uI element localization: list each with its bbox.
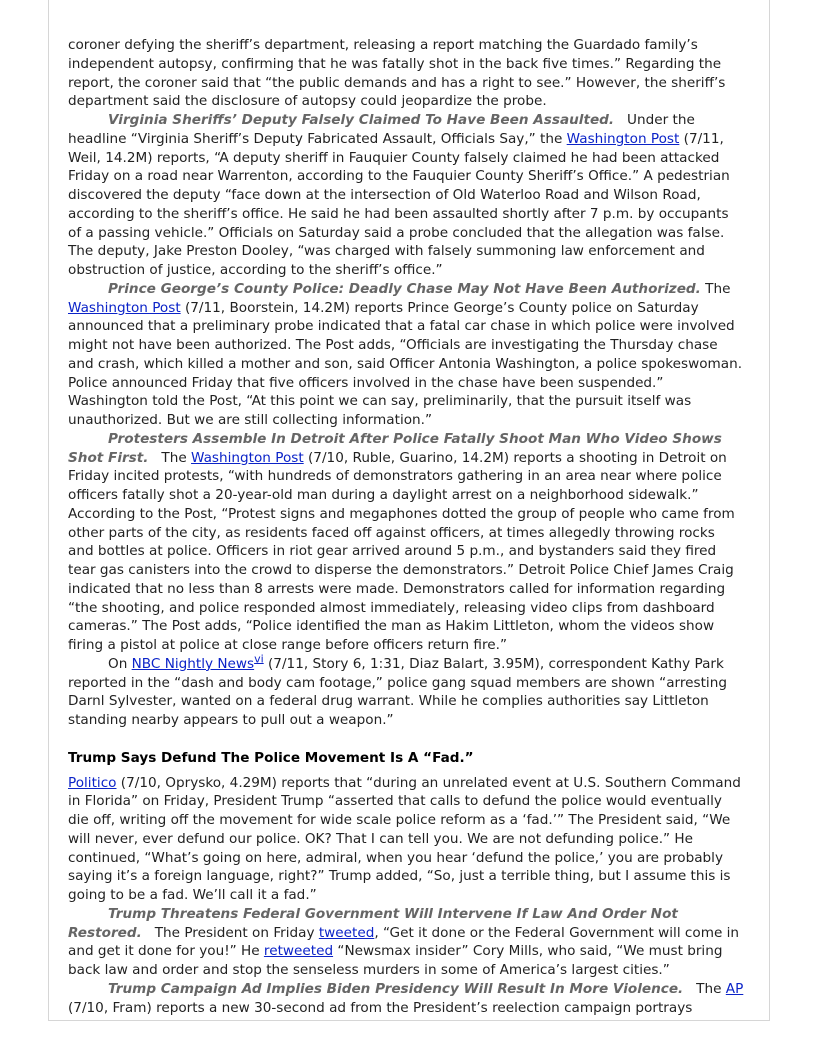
section-heading: Trump Says Defund The Police Movement Is A “Fad.” — [68, 749, 474, 766]
paragraph-text: (7/11, Boorstein, 14.2M) reports Prince George’s County police on Saturday announced that a preliminary probe indicated that a fatal car chase in which police were involved might not have been authorized. The Post adds, “Officials are investigating the Thursday chase and crash, which killed a mother and son, said Officer Antonia Washington, a police spokeswoman. Police announced Friday that five officers involved in the chase have been suspended.” Washington told the Post, “At this point we can say, preliminarily, that the pursuit itself was unauthorized. But we are still collecting information.” — [68, 299, 743, 428]
subhead: Virginia Sheriffs’ Deputy Falsely Claimed To Have Been Assaulted. — [108, 112, 615, 128]
paragraph-text: The — [148, 449, 192, 466]
politico-link[interactable]: Politico — [68, 774, 117, 791]
paragraph-virginia-deputy — [68, 111, 744, 280]
paragraph-text: (7/11, Story 6, 1:31, Diaz Balart, 3.95M), correspondent Kathy Park reported in the “dash and body cam footage,” police gang squad members are shown “arresting Darnl Sylvester, wanted on a federal drug warrant. While he complies authorities say Littleton standing nearby appears to pull out a weapon.” — [68, 655, 727, 728]
paragraph-text: The — [700, 280, 735, 297]
washington-post-link[interactable]: Washington Post — [566, 130, 680, 147]
subhead: Protesters Assemble In Detroit After Police Fatally Shoot Man Who Video Shows Shot First. — [68, 430, 722, 466]
paragraph-nbc-nightly — [68, 652, 744, 730]
subhead: Trump Threatens Federal Government Will Intervene If Law And Order Not Restored. — [68, 905, 678, 941]
paragraph-trump-threatens — [68, 905, 744, 980]
paragraph-guardado-autopsy — [68, 36, 744, 111]
endnote-link[interactable]: vi — [254, 652, 264, 666]
paragraph-text: Under the headline “Virginia Sheriff’s Deputy Fabricated Assault, Officials Say,” the — [68, 112, 700, 147]
paragraph-text: On — [108, 655, 132, 672]
washington-post-link[interactable]: Washington Post — [68, 299, 181, 316]
paragraph-text: “Newsmax insider” Cory Mills, who said, “We must bring back law and order and stop the senseless murders in some of America’s largest cities.” — [68, 943, 723, 978]
paragraph-campaign-ad — [68, 980, 744, 1018]
paragraph-prince-georges — [68, 280, 744, 430]
paragraph-text: The — [683, 980, 726, 997]
nbc-nightly-news-link[interactable]: NBC Nightly News — [131, 655, 255, 672]
tweeted-link[interactable]: tweeted — [318, 924, 375, 941]
paragraph-text: (7/11, Weil, 14.2M) reports, “A deputy sheriff in Fauquier County falsely claimed he had been attacked Friday on a road near Warrenton, according to the Fauquier County Sheriff’s Office.” A pedestrian discovered the deputy “face down at the intersection of Old Waterloo Road and Wilson Road, according to the sheriff’s office. He said he had been assaulted shortly after 7 p.m. by occupants of a passing vehicle.” Officials on Saturday said a probe concluded that the allegation was false. The deputy, Jake Preston Dooley, “was charged with falsely summoning law enforcement and obstruction of justice, according to the sheriff’s office.” — [68, 130, 730, 278]
paragraph-text: (7/10, Fram) reports a new 30-second ad from the President’s reelection campaign portrays — [68, 999, 693, 1016]
paragraph-politico — [68, 774, 744, 905]
ap-link[interactable]: AP — [725, 980, 744, 997]
paragraph-text: The President on Friday — [141, 924, 319, 941]
paragraph-text: (7/10, Oprysko, 4.29M) reports that “during an unrelated event at U.S. Southern Command in Florida” on Friday, President Trump “asserted that calls to defund the police would eventually die off, writing off the movement for wide scale police reform as a ‘fad.’” The President said, “We will never, ever defund our police. OK? That I can tell you. We are not defunding police.” He continued, “What’s going on here, admiral, when you hear ‘defund the police,’ you are probably saying it’s a foreign language, right?” Trump added, “So, just a terrible thing, but I assume this is going to be a fad. We’ll call it a fad.” — [68, 774, 741, 903]
paragraph-detroit-protest — [68, 430, 744, 655]
article-body — [68, 36, 744, 1017]
paragraph-text: coroner defying the sheriff’s department, releasing a report matching the Guardado family’s independent autopsy, confirming that he was fatally shot in the back five times.” Regarding the report, the coroner said that “the public demands and has a right to see.” However, the sheriff’s department said the disclosure of autopsy could jeopardize the probe. — [68, 37, 726, 110]
washington-post-link[interactable]: Washington Post — [191, 449, 304, 466]
paragraph-text: , “Get it done or the Federal Government will come in and get it done for you!” He — [68, 924, 740, 960]
subhead: Prince George’s County Police: Deadly Chase May Not Have Been Authorized. — [108, 280, 701, 297]
paragraph-text: (7/10, Ruble, Guarino, 14.2M) reports a shooting in Detroit on Friday incited protests, “with hundreds of demonstrators gathering in an area near where police officers fatally shot a 20-year-old man during a daylight arrest on a neighborhood sidewalk.” According to the Post, “Protest signs and megaphones dotted the group of people who came from other parts of the city, as residents faced off against officers, at times allegedly throwing rocks and bottles at police. Officers in riot gear arrived around 5 p.m., and bystanders said they fired tear gas canisters into the crowd to disperse the demonstrators.” Detroit Police Chief James Craig indicated that no less than 8 arrests were made. Demonstrators called for information regarding “the shooting, and police responded almost immediately, releasing video clips from dashboard cameras.” The Post adds, “Police identified the man as Hakim Littleton, whom the videos show firing a pistol at police at close range before officers return fire.” — [68, 449, 735, 653]
retweeted-link[interactable]: retweeted — [263, 943, 334, 960]
subhead: Trump Campaign Ad Implies Biden Presidency Will Result In More Violence. — [108, 980, 684, 997]
